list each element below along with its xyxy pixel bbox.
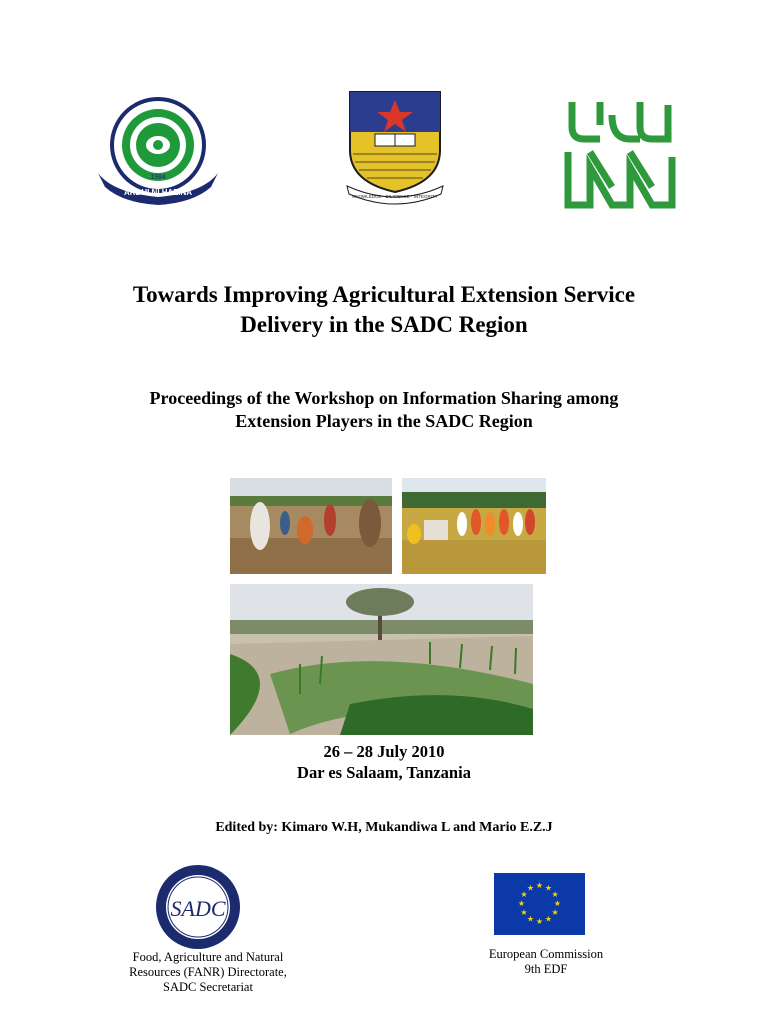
svg-text:★: ★ [535, 881, 544, 890]
svg-text:★: ★ [544, 883, 553, 893]
event-location: Dar es Salaam, Tanzania [297, 763, 471, 782]
svg-text:★: ★ [551, 908, 559, 917]
sadc-logo [155, 864, 241, 950]
eu-caption-line-2: 9th EDF [524, 962, 568, 976]
sua-logo [93, 95, 223, 205]
sadc-caption [108, 950, 308, 995]
event-dates: 26 – 28 July 2010 [323, 742, 445, 761]
svg-text:★: ★ [544, 914, 553, 924]
sadc-monogram: SADC [170, 896, 226, 921]
subtitle-line-2: Extension Players in the SADC Region [235, 411, 533, 431]
uz-logo [345, 90, 445, 208]
svg-text:★: ★ [526, 914, 535, 924]
field-photo-1 [230, 478, 392, 574]
title-line-2: Delivery in the SADC Region [240, 312, 528, 337]
field-photo-2 [402, 478, 546, 574]
sadc-caption-line-1: Food, Agriculture and Natural [132, 950, 284, 964]
sua-year: 1984 [150, 174, 166, 181]
svg-text:★: ★ [535, 917, 544, 926]
svg-text:★: ★ [520, 890, 528, 899]
mozambique-university-logo [560, 97, 680, 212]
eu-caption-line-1: European Commission [488, 947, 604, 961]
sua-motto: ARDHI NI HAZINA [124, 188, 192, 197]
eu-flag [494, 873, 585, 935]
eu-caption [466, 947, 626, 977]
field-photo-3 [230, 584, 533, 735]
document-title [0, 280, 768, 340]
sadc-caption-line-2: Resources (FANR) Directorate, [129, 965, 287, 979]
svg-text:★: ★ [526, 883, 535, 893]
svg-text:★: ★ [517, 899, 526, 908]
document-subtitle [0, 387, 768, 433]
subtitle-line-1: Proceedings of the Workshop on Information Sharing among [149, 388, 619, 408]
svg-text:★: ★ [553, 899, 562, 908]
sadc-caption-line-3: SADC Secretariat [163, 980, 253, 994]
title-line-1: Towards Improving Agricultural Extension Service [132, 282, 636, 307]
svg-text:★: ★ [520, 908, 528, 917]
uz-motto: KNOWLEDGE · DILIGENCE · INTEGRITY [352, 194, 438, 199]
editors-line: Edited by: Kimaro W.H, Mukandiwa L and Mario E.Z.J [215, 820, 553, 835]
svg-text:★: ★ [551, 890, 559, 899]
event-info [0, 741, 768, 783]
